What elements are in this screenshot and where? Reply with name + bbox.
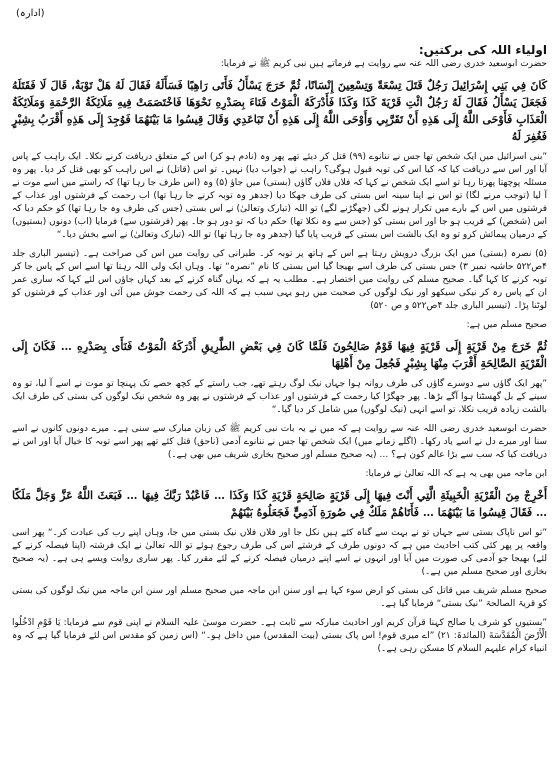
ibn-majah-heading: ابن ماجہ میں بھی یہ ہے کہ اللہ تعالیٰ نے فرمایا: [365, 469, 547, 479]
intro-narration: حضرت ابوسعید خدری رضی اللہ عنہ سے روایت ہے فرماتے ہیں نبی کریم ﷺ نے فرمایا: [220, 59, 547, 69]
closing-paragraph: ”بستیوں کو شرف یا صالح کہنا قرآن کریم اور احادیث مبارکہ سے ثابت ہے۔ حضرت موسیٰ علیہ السلام نے اپنی قوم سے فرمایا: يَا قَوْمِ ادْخُلُوا الْأَرْضَ الْمُقَدَّسَةَ (المائدۃ: ۲۱) ”اے میری قوم! اس پاک بستی (بیت المقدس) میں داخل ہو۔“ (اس زمین کو مقدس اس لئے فرمایا گیا ہے کہ وہ انبیاء کرام علیہم السلام کا مسکن رہی ہے۔) [12, 618, 548, 654]
arabic-hadith-2: ثُمَّ خَرَجَ مِنْ قَرْيَةٍ إِلَى قَرْيَةٍ فِيهَا قَوْمٌ صَالِحُونَ فَلَمَّا كَانَ فِي بَعْضِ الطَّرِيقِ أَدْرَكَهُ الْمَوْتُ فَنَأَى بِصَدْرِهِ … فَكَانَ إِلَى الْقَرْيَةِ الصَّالِحَةِ أَقْرَبَ مِنْهَا بِشِبْرٍ فَجُعِلَ مِنْ أَهْلِهَا [12, 340, 547, 370]
sahih-muslim-heading: صحیح مسلم میں ہے: [466, 320, 547, 330]
section-title: اولیاء اللہ کی برکتیں: [418, 43, 547, 57]
footnote-reference: (۵) نصرہ (بستی) میں ایک بزرگ درویش رہتا ہے اس کے ہاتھ پر توبہ کر۔ طبرانی کی روایت میں اس کی صراحت ہے۔ (تیسیر الباری جلد ۴ص۵۲۲ حاشیہ نمبر ۳) جس بستی کی طرف اسے بھیجا گیا اس بستی کا نام ”نصرہ“ تھا۔ وہاں ایک ولی اللہ رہتا تھا اسے اس کے پاس جا کر توبہ کرنے کا کہا گیا۔ صحیح مسلم کی روایت میں اختصار ہے۔ مطلب یہ ہے کہ یہاں گناہ کرنے کے بعد کہاں جاؤں اس لئے کہا کہ ساری عمر ان کے پاس رہ کر نیکی سیکھو اور نیک لوگوں کی صحبت میں رہو یہی سبب ہے کہ اللہ کی رحمت جوش میں آئی اور عذاب کے فرشتوں کو لوٹنا پڑا۔ (تیسیر الباری جلد ۴ص۵۲۲ و ص ۵۲۰) [12, 249, 547, 311]
arabic-hadith-3: أَخْرِجْ مِنَ الْقَرْيَةِ الْخَبِيثَةِ الَّتِي أَنْتَ فِيهَا إِلَى قَرْيَةٍ صَالِحَةٍ قَرْيَةِ كَذَا وَكَذَا … فَاعْبُدْ رَبَّكَ فِيهَا … فَبَعَثَ اللَّهُ عَزَّ وَجَلَّ مَلَكًا … فَقَالَ قِيسُوا مَا بَيْنَهُمَا … فَأَتَاهُمْ مَلَكٌ فِي صُورَةِ آدَمِيٍّ فَجَعَلُوهُ بَيْنَهُمْ [12, 489, 547, 519]
commentary: صحیح مسلم شریف میں قاتل کی بستی کو ارض سوء کہا ہے اور سنن ابن ماجہ میں صحیح مسلم اور سنن ابن ماجہ میں نیک لوگوں کی بستی کو قریۃ الصالحۃ ”نیک بستی“ فرمایا گیا ہے۔ [12, 586, 547, 609]
translation-1: ”بنی اسرائیل میں ایک شخص تھا جس نے ننانوے (۹۹) قتل کر دیئے تھے پھر وہ (نادم ہو کر) اس کے متعلق دریافت کرنے نکلا۔ ایک راہب کے پاس آیا اور اس سے دریافت کیا کہ کیا اس کی توبہ قبول ہوگی؟ راہب نے (جواب دیا) نہیں۔ تو اس (قاتل) نے اس راہب کو بھی قتل کر دیا۔ پھر وہ مسئلہ پوچھتا پھرتا رہا تو اسے ایک شخص نے کہا کہ فلاں فلاں گاؤں (بستی) میں جاؤ (۵) وہ (اس طرف جا رہا تھا) کہ راستے میں اسے موت نے آ لیا (توجب مرنے لگا) تو اس نے اپنا سینہ اس بستی کی طرف جھکا دیا (جدھر وہ توبہ کرنے جا رہا تھا) اب رحمت کے فرشتوں اور عذاب کے فرشتوں میں اس کے بارے میں تکرار ہونے لگی (جھگڑنے لگے) تو اللہ (تبارک وتعالیٰ) نے اس بستی (جس کی طرف وہ جا رہا تھا) کو حکم دیا کہ اس (شخص) کے قریب ہو جا اور اس بستی کو (جس سے وہ نکلا تھا) حکم دیا کہ تو دور ہو جا۔ پھر (فرشتوں سے) فرمایا (اب) دونوں (بستیوں) کے درمیان پیمائش کرو تو وہ ایک بالشت اس بستی کے قریب پایا گیا (جدھر وہ جا رہا تھا) تو اللہ (تبارک وتعالیٰ) نے اسے بخش دیا۔“ [12, 152, 547, 240]
translation-2: ”پھر ایک گاؤں سے دوسرے گاؤں کی طرف روانہ ہوا جہاں نیک لوگ رہتے تھے، جب راستے کے کچھ حصے تک پہنچا تو موت نے اسے آ لیا، تو وہ سینے کے بل گھسٹتا ہوا آگے بڑھا۔ پھر جھگڑا کیا رحمت کے فرشتوں اور عذاب کے فرشتوں نے پھر وہ شخص نیک لوگوں کی بستی کی طرف ایک بالشت زیادہ قریب نکلا، تو اسے انہی (نیک لوگوں) میں شامل کر دیا گیا۔“ [12, 379, 547, 415]
publisher-label: (ادارہ) [16, 8, 45, 19]
narration-2: حضرت ابوسعید خدری رضی اللہ عنہ سے روایت ہے کہ میں نے یہ بات نبی کریم ﷺ کی زبان مبارک سے سنی ہے۔ میرے دونوں کانوں نے اسے سنا اور میرے دل نے اسے یاد رکھا۔ (اگلے زمانے میں) ایک شخص تھا جس نے ننانوے آدمی (ناحق) قتل کئے تھے پھر اسے توبہ کا خیال آیا اور اس نے دریافت کیا کہ سب سے بڑا عالم کون ہے؟ … (یہ صحیح مسلم اور صحیح بخاری شریف میں بھی ہے۔) [12, 424, 547, 460]
translation-3: ”تو اس ناپاک بستی سے جہاں تو نے بہت سے گناہ کئے ہیں نکل جا اور فلاں فلاں نیک بستی میں جا، وہاں اپنے رب کی عبادت کر۔“ پھر اسی واقعہ پر پھر کئی کتب احادیث میں ہے کہ دونوں طرف کے فرشتے اس کی طرف رجوع ہوئے تو اللہ تعالیٰ نے ایک فرشتہ (اپنا فیصلہ کرنے کے لئے) بھیجا جو آدمی کی صورت میں آیا اور انہوں نے اسے اپنے درمیان فیصلہ کرنے کے لئے مقرر کیا۔ پھر ساری روایت ویسے ہی ہے۔ (یہ صحیح بخاری اور صحیح مسلم میں ہے۔) [12, 528, 547, 577]
arabic-hadith-1: كَانَ فِي بَنِي إِسْرَائِيلَ رَجُلٌ قَتَلَ تِسْعَةً وَتِسْعِينَ إِنْسَانًا، ثُمَّ خَرَجَ يَسْأَلُ فَأَتَى رَاهِبًا فَسَأَلَهُ فَقَالَ لَهُ هَلْ تَوْبَةٌ، قَالَ لَا فَقَتَلَهُ فَجَعَلَ يَسْأَلُ فَقَالَ لَهُ رَجُلٌ ائْتِ قَرْيَةَ كَذَا وَكَذَا فَأَدْرَكَهُ الْمَوْتُ فَنَاءَ بِصَدْرِهِ نَحْوَهَا فَاخْتَصَمَتْ فِيهِ مَلَائِكَةُ الرَّحْمَةِ وَمَلَائِكَةُ الْعَذَابِ فَأَوْحَى اللَّهُ إِلَى هَذِهِ أَنْ تَقَرَّبِي وَأَوْحَى اللَّهُ إِلَى هَذِهِ أَنْ تَبَاعَدِي وَقَالَ قِيسُوا مَا بَيْنَهُمَا فَوُجِدَ إِلَى هَذِهِ أَقْرَبُ بِشِبْرٍ فَغُفِرَ لَهُ [12, 79, 547, 143]
